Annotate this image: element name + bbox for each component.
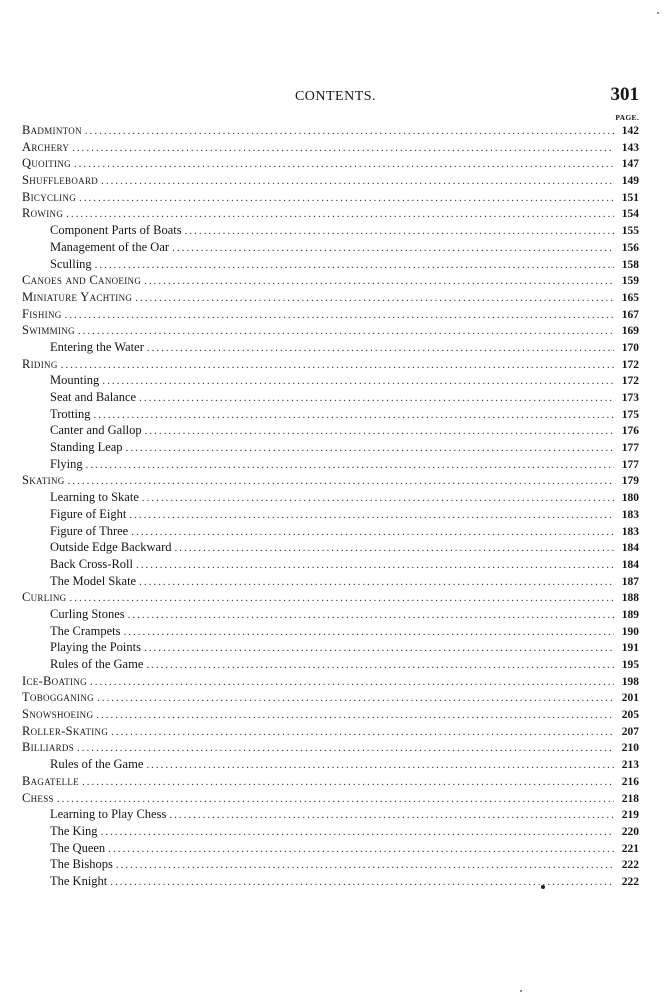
toc-entry bbox=[22, 422, 639, 439]
toc-entry-page: 169 bbox=[621, 325, 639, 338]
dot-leader bbox=[108, 841, 614, 858]
toc-entry-page: 198 bbox=[621, 675, 639, 688]
toc-entry bbox=[22, 673, 639, 690]
dot-leader bbox=[136, 557, 614, 574]
toc-entry bbox=[22, 472, 639, 489]
dot-leader bbox=[102, 373, 614, 390]
toc-entry-label: Ice-Boating bbox=[22, 673, 87, 688]
toc-entry-label: Billiards bbox=[22, 740, 75, 755]
toc-entry-label: The King bbox=[50, 823, 98, 838]
dot-leader bbox=[144, 640, 614, 657]
toc-entry-page: 147 bbox=[621, 158, 639, 171]
toc-entry bbox=[22, 756, 639, 773]
toc-entry-label: Flying bbox=[50, 456, 83, 471]
toc-entry-page: 189 bbox=[621, 608, 639, 621]
toc-entry-page: 179 bbox=[621, 475, 639, 488]
toc-entry-page: 191 bbox=[621, 642, 639, 655]
toc-entry-label: Miniature Yachting bbox=[22, 289, 133, 304]
toc-entry-label: Rowing bbox=[22, 206, 64, 221]
toc-entry-label: Curling Stones bbox=[50, 606, 125, 621]
toc-entry-label: The Queen bbox=[50, 840, 106, 855]
toc-entry-label: The Knight bbox=[50, 873, 108, 888]
toc-entry-label: Bagatelle bbox=[22, 773, 80, 788]
toc-entry-page: 149 bbox=[621, 175, 639, 188]
toc-entry-page: 158 bbox=[621, 258, 639, 271]
toc-entry bbox=[22, 122, 639, 139]
dot-leader bbox=[144, 273, 614, 290]
dot-leader bbox=[142, 490, 614, 507]
toc-entry-page: 177 bbox=[621, 458, 639, 471]
toc-entry bbox=[22, 339, 639, 356]
dot-leader bbox=[65, 307, 614, 324]
dot-leader bbox=[57, 791, 614, 808]
toc-entry-page: 220 bbox=[621, 825, 639, 838]
toc-entry-page: 187 bbox=[621, 575, 639, 588]
toc-entry bbox=[22, 689, 639, 706]
toc-entry-page: 222 bbox=[621, 875, 639, 888]
dot-leader bbox=[74, 156, 614, 173]
toc-entry-label: The Bishops bbox=[50, 857, 113, 872]
page-column-label: PAGE. bbox=[615, 113, 639, 122]
dot-leader bbox=[72, 140, 614, 157]
toc-entry-label: Outside Edge Backward bbox=[50, 540, 172, 555]
toc-entry bbox=[22, 873, 639, 890]
toc-entry-page: 205 bbox=[621, 709, 639, 722]
toc-entry bbox=[22, 489, 639, 506]
toc-entry-page: 173 bbox=[621, 392, 639, 404]
dot-leader bbox=[82, 774, 614, 791]
dot-leader bbox=[146, 657, 614, 674]
dot-leader bbox=[123, 624, 614, 641]
toc-entry-label: Chess bbox=[22, 790, 54, 805]
toc-entry-label: Shuffleboard bbox=[22, 173, 99, 188]
toc-entry bbox=[22, 372, 639, 389]
toc-entry bbox=[22, 306, 639, 323]
toc-entry bbox=[22, 523, 639, 540]
ink-speck bbox=[520, 990, 522, 992]
dot-leader bbox=[131, 524, 614, 541]
toc-entry-page: 142 bbox=[621, 125, 639, 137]
toc-entry bbox=[22, 456, 639, 473]
dot-leader bbox=[116, 857, 614, 874]
dot-leader bbox=[77, 740, 614, 757]
toc-entry-label: Skating bbox=[22, 473, 65, 488]
toc-entry-page: 184 bbox=[621, 558, 639, 571]
toc-entry bbox=[22, 205, 639, 222]
toc-entry-label: Quoiting bbox=[22, 156, 71, 171]
dot-leader bbox=[147, 340, 614, 357]
toc-entry-label: Fishing bbox=[22, 306, 62, 321]
toc-entry bbox=[22, 723, 639, 740]
toc-entry bbox=[22, 840, 639, 857]
toc-entry-page: 159 bbox=[621, 275, 639, 288]
toc-entry bbox=[22, 706, 639, 723]
toc-entry bbox=[22, 539, 639, 556]
toc-entry bbox=[22, 589, 639, 606]
toc-entry bbox=[22, 272, 639, 289]
toc-entry-page: 183 bbox=[621, 508, 639, 521]
toc-entry bbox=[22, 773, 639, 790]
dot-leader bbox=[101, 824, 614, 841]
toc-entry bbox=[22, 506, 639, 523]
toc-entry-label: Seat and Balance bbox=[50, 390, 137, 404]
toc-entry bbox=[22, 573, 639, 590]
dot-leader bbox=[79, 190, 614, 207]
toc-entry-label: Learning to Play Chess bbox=[50, 807, 167, 822]
toc-entry-page: 143 bbox=[621, 141, 639, 154]
toc-entry bbox=[22, 556, 639, 573]
toc-entry-page: 180 bbox=[621, 492, 639, 505]
toc-entry-label: Canoes and Canoeing bbox=[22, 273, 142, 288]
dot-leader bbox=[129, 507, 614, 524]
toc-entry-label: Badminton bbox=[22, 123, 82, 137]
toc-entry-page: 155 bbox=[621, 225, 639, 238]
toc-entry-page: 201 bbox=[621, 692, 639, 705]
toc-entry-label: Trotting bbox=[50, 406, 91, 421]
toc-entry-page: 170 bbox=[621, 341, 639, 354]
toc-entry-label: Entering the Water bbox=[50, 339, 144, 354]
toc-entry-label: Riding bbox=[22, 356, 58, 371]
toc-entry-page: 154 bbox=[621, 208, 639, 221]
toc-entry bbox=[22, 189, 639, 206]
toc-entry-page: 172 bbox=[621, 375, 639, 388]
toc-entry-page: 210 bbox=[621, 742, 639, 755]
dot-leader bbox=[96, 707, 614, 724]
toc-entry-label: Rules of the Game bbox=[50, 657, 144, 671]
toc-entry-label: Playing the Points bbox=[50, 640, 141, 655]
toc-entry-label: Figure of Three bbox=[50, 523, 129, 538]
toc-entry bbox=[22, 139, 639, 156]
toc-entry-label: Learning to Skate bbox=[50, 490, 139, 505]
toc-entry-label: Component Parts of Boats bbox=[50, 223, 182, 238]
dot-leader bbox=[126, 440, 614, 457]
toc-entry-label: Canter and Gallop bbox=[50, 423, 142, 438]
toc-entry-label: Rules of the Game bbox=[50, 757, 144, 772]
dot-leader bbox=[68, 473, 614, 490]
toc-entry bbox=[22, 289, 639, 306]
toc-entry-label: Curling bbox=[22, 590, 67, 605]
toc-entry bbox=[22, 356, 639, 373]
table-of-contents bbox=[22, 122, 639, 890]
dot-leader bbox=[139, 574, 614, 591]
toc-entry-page: 207 bbox=[621, 725, 639, 738]
toc-entry-page: 175 bbox=[621, 408, 639, 421]
toc-entry bbox=[22, 389, 639, 406]
dot-leader bbox=[135, 290, 614, 307]
toc-entry bbox=[22, 155, 639, 172]
dot-leader bbox=[85, 123, 614, 140]
toc-entry-label: The Crampets bbox=[50, 623, 121, 638]
toc-entry-page: 151 bbox=[621, 191, 639, 204]
toc-entry-label: Standing Leap bbox=[50, 440, 123, 455]
dot-leader bbox=[172, 240, 614, 257]
toc-entry-page: 172 bbox=[621, 358, 639, 371]
ink-speck bbox=[541, 885, 545, 889]
toc-entry-page: 216 bbox=[621, 775, 639, 788]
toc-entry bbox=[22, 639, 639, 656]
ink-speck bbox=[657, 12, 659, 14]
dot-leader bbox=[101, 173, 614, 190]
dot-leader bbox=[61, 357, 614, 374]
dot-leader bbox=[111, 724, 614, 741]
toc-entry bbox=[22, 623, 639, 640]
dot-leader bbox=[139, 390, 614, 407]
dot-leader bbox=[69, 590, 614, 607]
toc-entry-label: Snowshoeing bbox=[22, 707, 94, 722]
dot-leader bbox=[110, 874, 614, 891]
page-number: 301 bbox=[610, 84, 639, 105]
dot-leader bbox=[185, 223, 614, 240]
toc-entry-label: Figure of Eight bbox=[50, 506, 127, 521]
toc-entry-page: 165 bbox=[621, 291, 639, 304]
dot-leader bbox=[95, 257, 614, 274]
toc-entry bbox=[22, 823, 639, 840]
toc-entry-label: Tobogganing bbox=[22, 690, 94, 705]
toc-entry-page: 222 bbox=[621, 859, 639, 872]
dot-leader bbox=[146, 757, 614, 774]
dot-leader bbox=[145, 423, 614, 440]
dot-leader bbox=[86, 457, 614, 474]
toc-entry bbox=[22, 790, 639, 807]
toc-entry-page: 190 bbox=[621, 625, 639, 638]
toc-entry-label: Archery bbox=[22, 139, 70, 154]
toc-entry bbox=[22, 806, 639, 823]
toc-entry bbox=[22, 856, 639, 873]
dot-leader bbox=[66, 206, 614, 223]
toc-entry-label: Sculling bbox=[50, 256, 92, 271]
toc-entry-label: The Model Skate bbox=[50, 573, 137, 588]
dot-leader bbox=[78, 323, 614, 340]
toc-entry-page: 184 bbox=[621, 542, 639, 555]
toc-entry-label: Roller-Skating bbox=[22, 723, 109, 738]
dot-leader bbox=[94, 407, 614, 424]
toc-entry-page: 219 bbox=[621, 809, 639, 822]
toc-entry-page: 213 bbox=[621, 759, 639, 772]
toc-entry bbox=[22, 606, 639, 623]
toc-entry bbox=[22, 739, 639, 756]
toc-entry-label: Swimming bbox=[22, 323, 75, 338]
toc-entry bbox=[22, 172, 639, 189]
toc-entry bbox=[22, 439, 639, 456]
toc-entry-page: 177 bbox=[621, 442, 639, 455]
toc-entry-page: 218 bbox=[621, 792, 639, 805]
toc-entry-label: Management of the Oar bbox=[50, 239, 170, 254]
toc-entry-page: 183 bbox=[621, 525, 639, 538]
toc-entry-label: Back Cross-Roll bbox=[50, 556, 133, 571]
toc-entry bbox=[22, 239, 639, 256]
dot-leader bbox=[128, 607, 614, 624]
toc-entry bbox=[22, 656, 639, 673]
dot-leader bbox=[169, 807, 614, 824]
toc-entry bbox=[22, 406, 639, 423]
toc-entry-label: Bicycling bbox=[22, 189, 77, 204]
toc-entry-label: Mounting bbox=[50, 373, 100, 388]
page-title: CONTENTS. bbox=[294, 89, 377, 104]
toc-entry-page: 188 bbox=[621, 592, 639, 605]
toc-entry-page: 221 bbox=[621, 842, 639, 855]
dot-leader bbox=[90, 674, 614, 691]
toc-entry-page: 167 bbox=[621, 308, 639, 321]
toc-entry-page: 176 bbox=[621, 425, 639, 438]
toc-entry-page: 156 bbox=[621, 241, 639, 254]
toc-entry bbox=[22, 222, 639, 239]
dot-leader bbox=[97, 690, 614, 707]
toc-entry bbox=[22, 256, 639, 273]
dot-leader bbox=[175, 540, 615, 557]
toc-entry-page: 195 bbox=[621, 659, 639, 671]
toc-entry bbox=[22, 322, 639, 339]
